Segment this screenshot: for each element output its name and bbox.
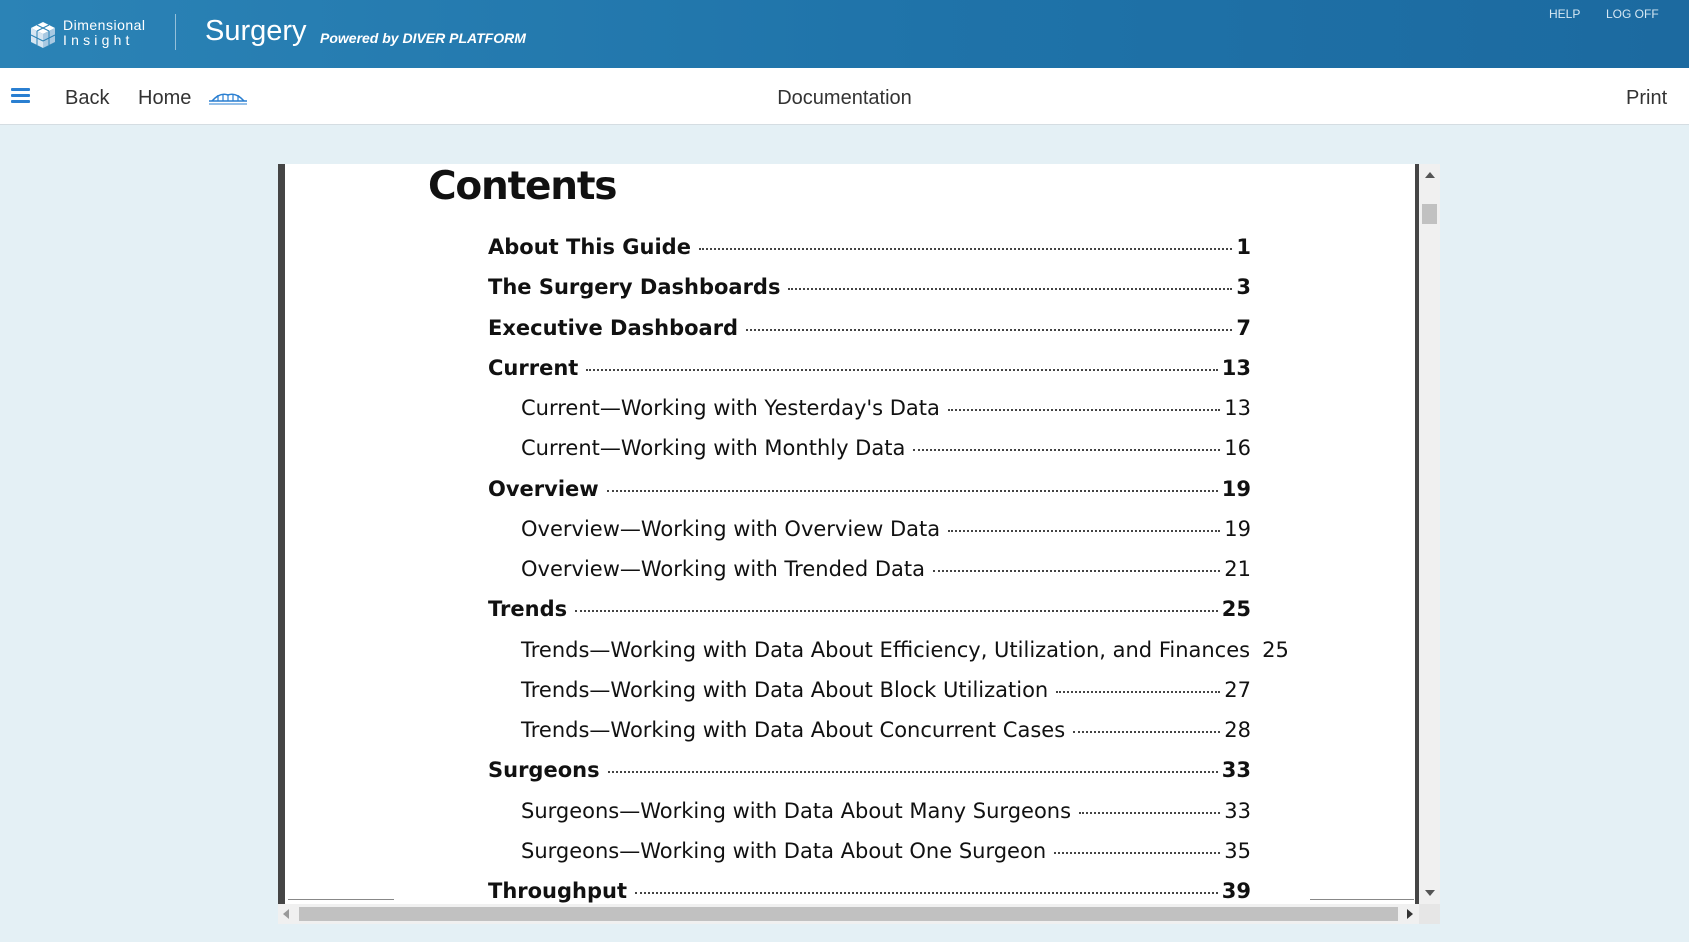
toc-entry-title: Throughput <box>488 879 628 903</box>
back-button[interactable]: Back <box>65 87 110 109</box>
toc-leader-dots <box>746 329 1232 331</box>
toc-page-number: 13 <box>1221 356 1251 380</box>
toc-entry[interactable] <box>488 316 1251 348</box>
horizontal-scrollbar[interactable] <box>278 904 1419 924</box>
page-rule-right <box>1310 899 1414 900</box>
toc-page-number: 33 <box>1224 799 1251 823</box>
toc-entry[interactable] <box>488 477 1251 509</box>
toc-leader-dots <box>608 771 1218 773</box>
toc-entry-title: Overview—Working with Overview Data <box>521 517 941 541</box>
toc-leader-dots <box>948 530 1220 532</box>
toc-entry-title: Overview <box>488 477 599 501</box>
toc-page-number: 16 <box>1224 436 1251 460</box>
toc-page-number: 1 <box>1236 235 1251 259</box>
toc-entry[interactable] <box>521 638 1289 670</box>
toc-entry[interactable] <box>488 356 1251 388</box>
toc-page-number: 28 <box>1224 718 1251 742</box>
toc-entry[interactable] <box>521 436 1251 468</box>
toc-leader-dots <box>586 369 1217 371</box>
toc-entry[interactable] <box>488 758 1251 790</box>
scroll-up-icon[interactable] <box>1425 172 1435 178</box>
toc-leader-dots <box>1073 731 1220 733</box>
toc-entry-title: Trends—Working with Data About Efficiency, Utilization, and Finances <box>521 638 1251 662</box>
toc-leader-dots <box>913 449 1220 451</box>
toc-page-number: 35 <box>1224 839 1251 863</box>
toc-entry-title: Trends—Working with Data About Block Utilization <box>521 678 1049 702</box>
toc-entry[interactable] <box>488 879 1251 904</box>
toc-entry-title: Surgeons—Working with Data About One Surgeon <box>521 839 1047 863</box>
vertical-scroll-thumb[interactable] <box>1422 204 1437 224</box>
toc-entry[interactable] <box>521 718 1251 750</box>
header-bar <box>0 0 1689 68</box>
brand-line2: Insight <box>63 32 134 48</box>
toc-page-number: 21 <box>1224 557 1251 581</box>
page-rule-left <box>288 899 394 900</box>
page-title: Documentation <box>777 87 912 109</box>
help-link[interactable]: HELP <box>1549 7 1581 21</box>
toc-entry-title: Overview—Working with Trended Data <box>521 557 925 581</box>
contents-heading: Contents <box>428 164 617 209</box>
scrollbar-corner <box>1419 904 1440 924</box>
scroll-left-icon[interactable] <box>283 909 289 919</box>
toc-entry[interactable] <box>521 396 1251 428</box>
toc-entry[interactable] <box>488 275 1251 307</box>
toc-page-number: 33 <box>1221 758 1251 782</box>
home-button[interactable]: Home <box>138 87 192 109</box>
vertical-scrollbar[interactable] <box>1419 164 1440 904</box>
toc-page-number: 13 <box>1224 396 1251 420</box>
toc-leader-dots <box>1054 852 1220 854</box>
toc-entry-title: Trends <box>488 597 568 621</box>
toc-entry-title: Surgeons—Working with Data About Many Surgeons <box>521 799 1072 823</box>
scroll-down-icon[interactable] <box>1425 890 1435 896</box>
toc-page-number: 7 <box>1236 316 1251 340</box>
toc-entry[interactable] <box>488 597 1251 629</box>
document-viewer[interactable] <box>278 164 1440 924</box>
toc-leader-dots <box>635 892 1218 894</box>
brand-logo[interactable] <box>28 16 158 52</box>
toc-entry[interactable] <box>521 839 1251 871</box>
toc-page-number: 25 <box>1262 638 1289 662</box>
toc-page-number: 3 <box>1236 275 1251 299</box>
toc-entry-title: About This Guide <box>488 235 691 259</box>
logoff-link[interactable]: LOG OFF <box>1606 7 1659 21</box>
toc-page-number: 19 <box>1224 517 1251 541</box>
toc-page-number: 39 <box>1221 879 1251 903</box>
brand-line1: Dimensional <box>63 17 146 33</box>
toc-page-number: 27 <box>1224 678 1251 702</box>
toc-entry-title: Surgeons <box>488 758 600 782</box>
toc-leader-dots <box>607 490 1218 492</box>
toc-leader-dots <box>933 570 1220 572</box>
scroll-right-icon[interactable] <box>1407 909 1413 919</box>
horizontal-scroll-thumb[interactable] <box>299 907 1398 921</box>
toc-entry[interactable] <box>521 799 1251 831</box>
powered-by: Powered by DIVER PLATFORM <box>320 30 526 46</box>
document-page <box>285 164 1415 904</box>
toc-entry-title: Executive Dashboard <box>488 316 739 340</box>
toc-leader-dots <box>699 248 1232 250</box>
toc-entry-title: Current <box>488 356 579 380</box>
toc-page-number: 25 <box>1221 597 1251 621</box>
toc-entry-title: The Surgery Dashboards <box>488 275 781 299</box>
nav-bar <box>0 68 1689 125</box>
toc-entry[interactable] <box>521 557 1251 589</box>
cube-logo-icon <box>28 20 58 50</box>
print-button[interactable]: Print <box>1626 87 1668 109</box>
toc-entry-title: Current—Working with Yesterday's Data <box>521 396 940 420</box>
toc-entry[interactable] <box>488 235 1251 267</box>
brand-text <box>63 18 146 48</box>
toc-page-number: 19 <box>1221 477 1251 501</box>
toc-entry[interactable] <box>521 678 1251 710</box>
toc-leader-dots <box>1079 812 1220 814</box>
toc-entry-title: Current—Working with Monthly Data <box>521 436 906 460</box>
toc-leader-dots <box>948 409 1220 411</box>
toc-leader-dots <box>788 288 1232 290</box>
viewer-left-border <box>278 164 285 904</box>
toc-entry-title: Trends—Working with Data About Concurrent Cases <box>521 718 1066 742</box>
header-divider <box>175 14 176 50</box>
toc-entry[interactable] <box>521 517 1251 549</box>
toc-leader-dots <box>1056 691 1220 693</box>
toc-leader-dots <box>575 610 1218 612</box>
app-title: Surgery <box>205 15 307 47</box>
